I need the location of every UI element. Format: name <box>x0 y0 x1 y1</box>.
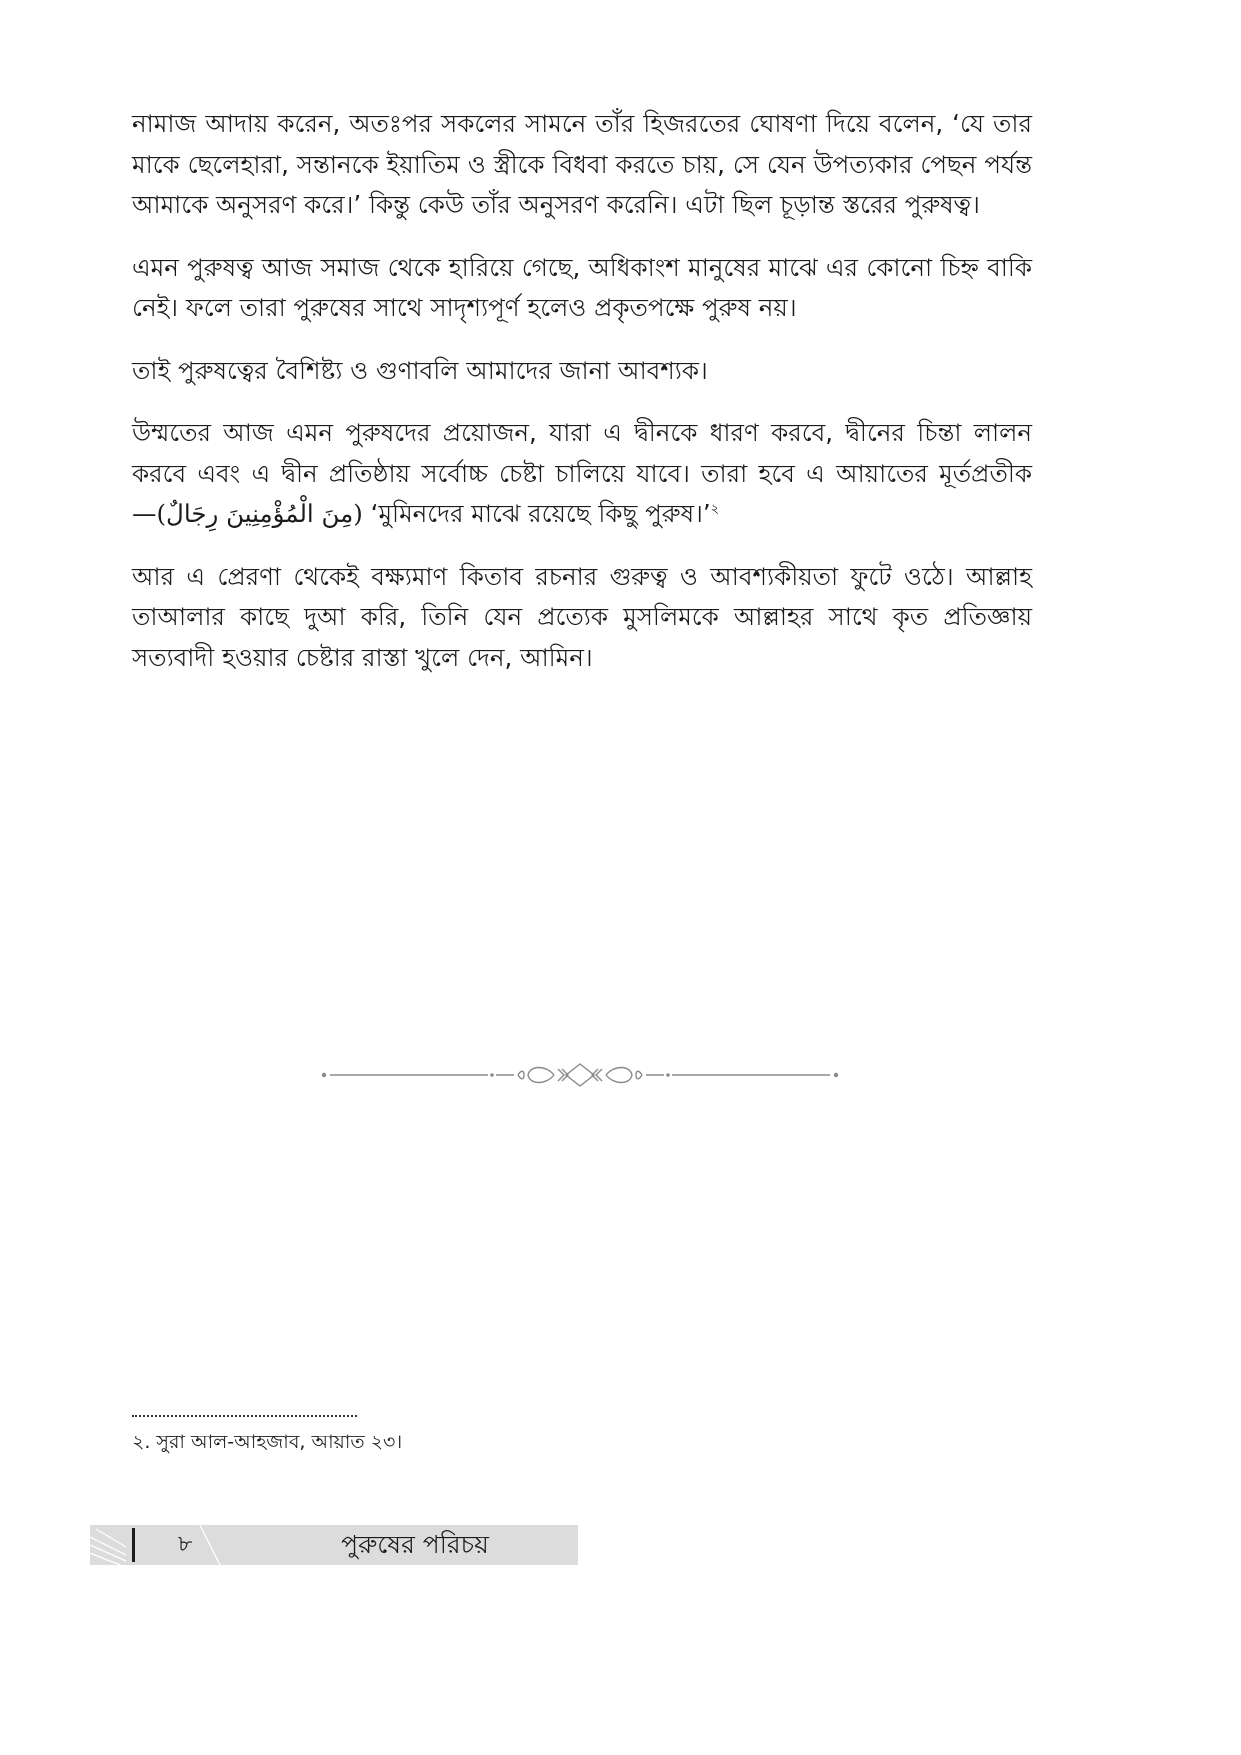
footnote-divider <box>132 1415 357 1417</box>
verse-translation: ‘মুমিনদের মাঝে রয়েছে কিছু পুরুষ।’ <box>362 499 711 528</box>
paragraph-necessity: তাই পুরুষত্বের বৈশিষ্ট্য ও গুণাবলি আমাদের জানা আবশ্যক। <box>132 355 708 385</box>
paragraph-lost-manhood: এমন পুরুষত্ব আজ সমাজ থেকে হারিয়ে গেছে, অধিকাংশ মানুষের মাঝে এর কোনো চিহ্ন বাকি নেই। ফলে তারা পুরুষের সাথে সাদৃশ্যপূর্ণ হলেও প্রকৃতপক্ষে পুরুষ নয়। <box>132 252 1032 322</box>
page-number: ৮ <box>178 1532 193 1557</box>
footnote-marker[interactable]: ২ <box>710 501 720 517</box>
footnote-text: ২. সুরা আল-আহজাব, আয়াত ২৩। <box>132 1431 403 1453</box>
flourish-divider-icon <box>318 1060 842 1090</box>
arabic-verse: (مِنَ الْمُؤْمِنِينَ رِجَالٌ) <box>156 499 363 528</box>
paragraph-closing-prayer: আর এ প্রেরণা থেকেই বক্ষ্যমাণ কিতাব রচনার গুরুত্ব ও আবশ্যকীয়তা ফুটে ওঠে। আল্লাহ তাআলার কাছে দুআ করি, তিনি যেন প্রত্যেক মুসলিমকে আল্লাহর সাথে কৃত প্রতিজ্ঞায় সত্যবাদী হওয়ার চেষ্টার রাস্তা খুলে দেন, আমিন। <box>132 561 1032 672</box>
paragraph-verse <box>132 413 1032 535</box>
running-book-title: পুরুষের পরিচয় <box>341 1530 489 1559</box>
page-footer <box>90 1525 578 1565</box>
footer-separator-bar <box>132 1528 135 1562</box>
body-text <box>132 104 1032 700</box>
verse-intro-text: উম্মতের আজ এমন পুরুষদের প্রয়োজন, যারা এ দ্বীনকে ধারণ করবে, দ্বীনের চিন্তা লালন করবে এবং এ দ্বীন প্রতিষ্ঠায় সর্বোচ্চ চেষ্টা চালিয়ে যাবে। তারা হবে এ আয়াতের মূর্তপ্রতীক— <box>132 418 1032 528</box>
paragraph-hijrah: নামাজ আদায় করেন, অতঃপর সকলের সামনে তাঁর হিজরতের ঘোষণা দিয়ে বলেন, ‘যে তার মাকে ছেলেহারা, সন্তানকে ইয়াতিম ও স্ত্রীকে বিধবা করতে চায়, সে যেন উপত্যকার পেছন পর্যন্ত আমাকে অনুসরণ করে।’ কিন্তু কেউ তাঁর অনুসরণ করেনি। এটা ছিল চূড়ান্ত স্তরের পুরুষত্ব। <box>132 109 1032 219</box>
